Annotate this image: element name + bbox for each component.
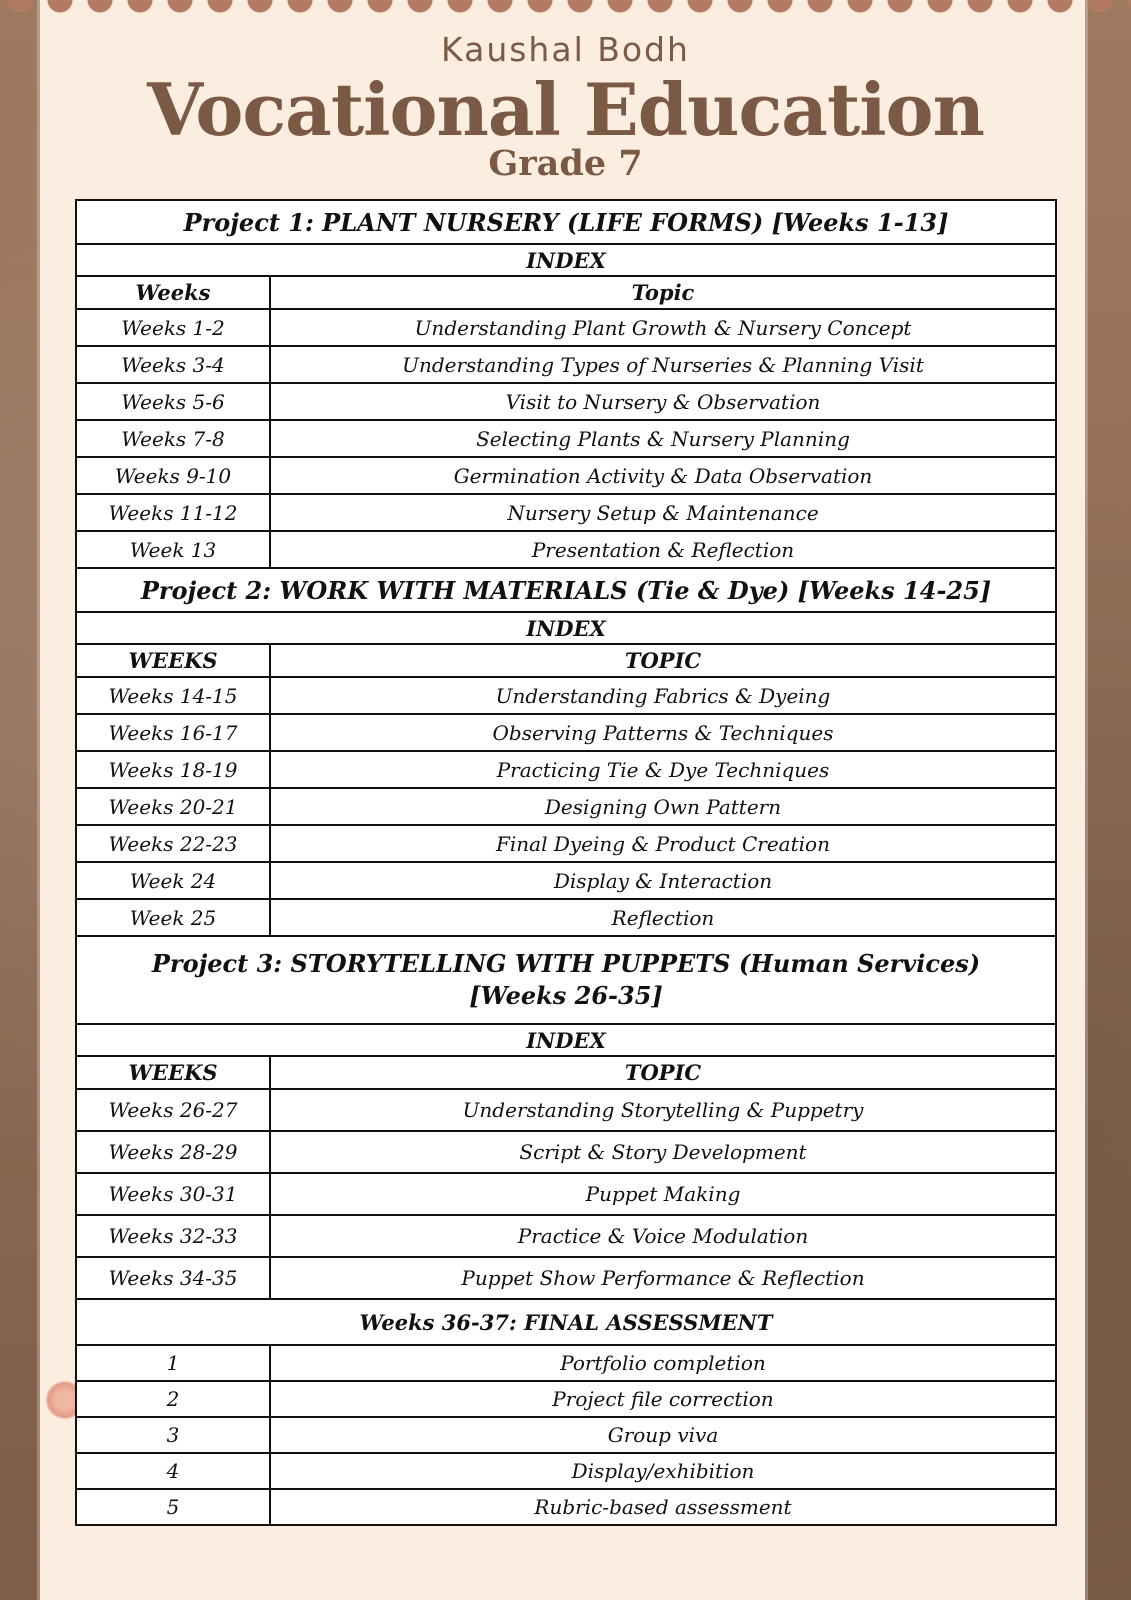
weeks-cell: Weeks 7-8 (76, 420, 270, 457)
number-cell: 1 (76, 1345, 270, 1381)
weeks-cell: Week 13 (76, 531, 270, 568)
topic-cell: Germination Activity & Data Observation (270, 457, 1056, 494)
topic-cell: Nursery Setup & Maintenance (270, 494, 1056, 531)
project1-col-weeks: Weeks (76, 276, 270, 309)
weeks-cell: Weeks 1-2 (76, 309, 270, 346)
project2-header-row (76, 644, 1056, 677)
table-row (76, 677, 1056, 714)
weeks-cell: Weeks 28-29 (76, 1131, 270, 1173)
scalloped-edge (0, 0, 1131, 14)
table-row (76, 494, 1056, 531)
table-row (76, 1215, 1056, 1257)
topic-cell: Puppet Show Performance & Reflection (270, 1257, 1056, 1299)
project3-index-label: INDEX (76, 1024, 1056, 1056)
table-row (76, 714, 1056, 751)
project1-index-label: INDEX (76, 244, 1056, 276)
weeks-cell: Weeks 32-33 (76, 1215, 270, 1257)
topic-cell: Practice & Voice Modulation (270, 1215, 1056, 1257)
project2-col-topic: TOPIC (270, 644, 1056, 677)
grade-label: Grade 7 (488, 143, 643, 184)
project3-col-weeks: WEEKS (76, 1056, 270, 1089)
project3-header-row (76, 1056, 1056, 1089)
project1-title-row (76, 200, 1056, 244)
table-row (76, 899, 1056, 936)
project1-col-topic: Topic (270, 276, 1056, 309)
topic-cell: Understanding Plant Growth & Nursery Concept (270, 309, 1056, 346)
project1-index-row (76, 244, 1056, 276)
table-row (76, 1345, 1056, 1381)
number-cell: 5 (76, 1489, 270, 1525)
item-cell: Portfolio completion (270, 1345, 1056, 1381)
project3-title (76, 936, 1056, 1024)
weeks-cell: Weeks 20-21 (76, 788, 270, 825)
page-header (0, 30, 1131, 184)
project3-index-row (76, 1024, 1056, 1056)
weeks-cell: Weeks 16-17 (76, 714, 270, 751)
weeks-cell: Week 24 (76, 862, 270, 899)
item-cell: Display/exhibition (270, 1453, 1056, 1489)
table-row (76, 862, 1056, 899)
topic-cell: Final Dyeing & Product Creation (270, 825, 1056, 862)
item-cell: Project file correction (270, 1381, 1056, 1417)
syllabus-table-sheet (75, 199, 1055, 1526)
topic-cell: Script & Story Development (270, 1131, 1056, 1173)
table-row (76, 1131, 1056, 1173)
item-cell: Group viva (270, 1417, 1056, 1453)
table-row (76, 1257, 1056, 1299)
topic-cell: Visit to Nursery & Observation (270, 383, 1056, 420)
project2-title-row (76, 568, 1056, 612)
final-title-row (76, 1299, 1056, 1345)
table-row (76, 420, 1056, 457)
weeks-cell: Weeks 30-31 (76, 1173, 270, 1215)
project1-title: Project 1: PLANT NURSERY (LIFE FORMS) [Weeks 1-13] (76, 200, 1056, 244)
project3-col-topic: TOPIC (270, 1056, 1056, 1089)
topic-cell: Understanding Storytelling & Puppetry (270, 1089, 1056, 1131)
project2-col-weeks: WEEKS (76, 644, 270, 677)
table-row (76, 346, 1056, 383)
weeks-cell: Weeks 14-15 (76, 677, 270, 714)
table-row (76, 1453, 1056, 1489)
project1-header-row (76, 276, 1056, 309)
weeks-cell: Week 25 (76, 899, 270, 936)
table-row (76, 309, 1056, 346)
project2-index-row (76, 612, 1056, 644)
table-row (76, 457, 1056, 494)
topic-cell: Designing Own Pattern (270, 788, 1056, 825)
table-row (76, 788, 1056, 825)
topic-cell: Observing Patterns & Techniques (270, 714, 1056, 751)
weeks-cell: Weeks 22-23 (76, 825, 270, 862)
weeks-cell: Weeks 9-10 (76, 457, 270, 494)
project2-index-label: INDEX (76, 612, 1056, 644)
page-title: Vocational Education (147, 67, 984, 152)
topic-cell: Selecting Plants & Nursery Planning (270, 420, 1056, 457)
number-cell: 2 (76, 1381, 270, 1417)
topic-cell: Reflection (270, 899, 1056, 936)
project2-title: Project 2: WORK WITH MATERIALS (Tie & Dye) [Weeks 14-25] (76, 568, 1056, 612)
number-cell: 4 (76, 1453, 270, 1489)
item-cell: Rubric-based assessment (270, 1489, 1056, 1525)
table-row (76, 383, 1056, 420)
weeks-cell: Weeks 5-6 (76, 383, 270, 420)
table-row (76, 751, 1056, 788)
topic-cell: Display & Interaction (270, 862, 1056, 899)
table-row (76, 1089, 1056, 1131)
syllabus-table (75, 199, 1057, 1526)
weeks-cell: Weeks 3-4 (76, 346, 270, 383)
weeks-cell: Weeks 11-12 (76, 494, 270, 531)
table-row (76, 825, 1056, 862)
topic-cell: Puppet Making (270, 1173, 1056, 1215)
topic-cell: Practicing Tie & Dye Techniques (270, 751, 1056, 788)
topic-cell: Understanding Types of Nurseries & Planning Visit (270, 346, 1056, 383)
number-cell: 3 (76, 1417, 270, 1453)
project3-title-row (76, 936, 1056, 1024)
weeks-cell: Weeks 26-27 (76, 1089, 270, 1131)
table-row (76, 1417, 1056, 1453)
weeks-cell: Weeks 34-35 (76, 1257, 270, 1299)
table-row (76, 1173, 1056, 1215)
table-row (76, 531, 1056, 568)
table-row (76, 1381, 1056, 1417)
table-row (76, 1489, 1056, 1525)
topic-cell: Understanding Fabrics & Dyeing (270, 677, 1056, 714)
topic-cell: Presentation & Reflection (270, 531, 1056, 568)
weeks-cell: Weeks 18-19 (76, 751, 270, 788)
brand-name: Kaushal Bodh (441, 30, 690, 69)
project3-title-line2: [Weeks 26-35] (469, 981, 663, 1010)
final-assessment-title: Weeks 36-37: FINAL ASSESSMENT (76, 1299, 1056, 1345)
project3-title-line1: Project 3: STORYTELLING WITH PUPPETS (Human Services) (151, 949, 981, 978)
